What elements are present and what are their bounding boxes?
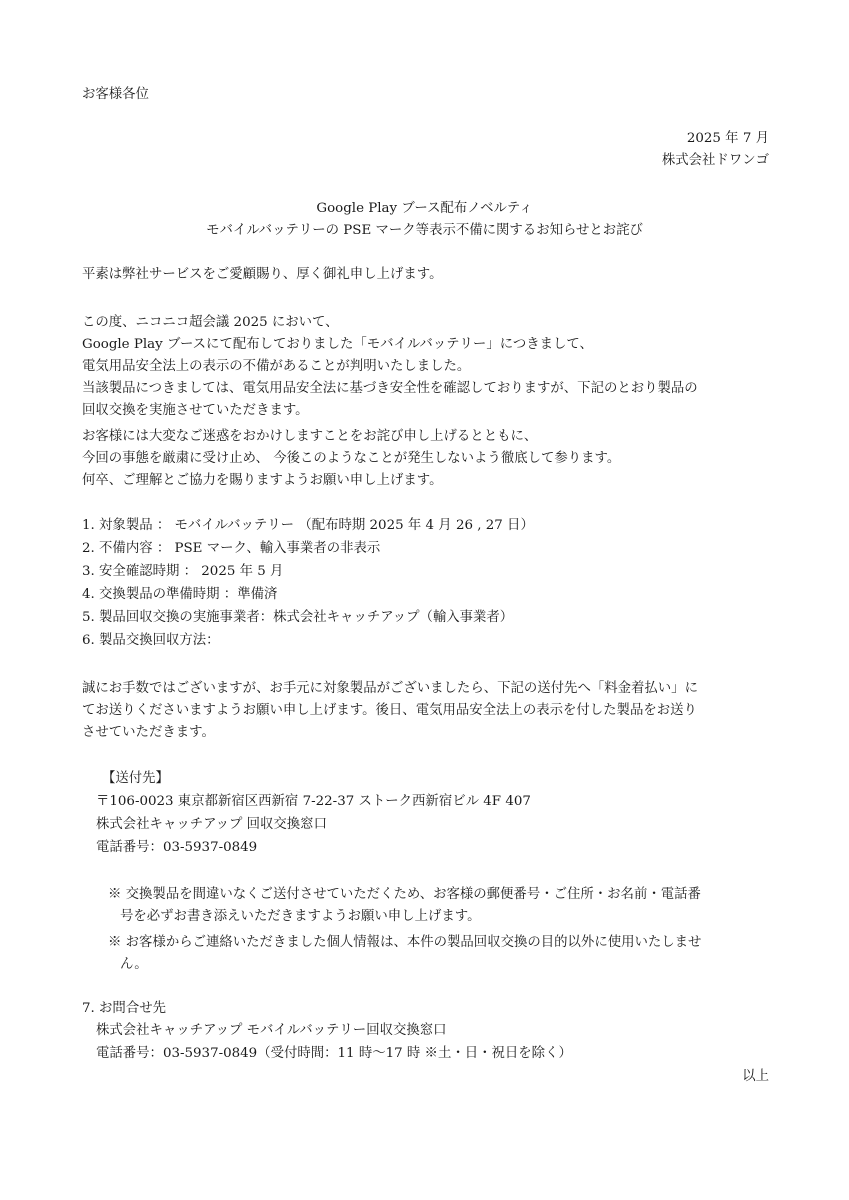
body-line: この度、ニコニコ超会議 2025 において、 bbox=[82, 315, 339, 330]
list-item: 6. 製品交換回収方法： bbox=[82, 633, 220, 648]
body-line: お客様には大変なご迷惑をおかけしますことをお詫び申し上げるとともに、 bbox=[82, 429, 538, 444]
body-line: 回収交換を実施させていただきます。 bbox=[82, 403, 309, 418]
list-item: 2. 不備内容 ： PSE マーク、輸入事業者の非表示 bbox=[82, 541, 381, 556]
contact-phone: 電話番号：03-5937-0849（受付時間：11 時〜17 時 ※土・日・祝日を除く） bbox=[96, 1046, 572, 1061]
shipping-address: 〒106-0023 東京都新宿区西新宿 7-22-37 ストーク西新宿ビル 4F 407 bbox=[96, 794, 531, 809]
method-line: させていただきます。 bbox=[82, 725, 215, 740]
list-item: 3. 安全確認時期 ： 2025 年 5 月 bbox=[82, 564, 284, 579]
issue-date: 2025 年 7 月 bbox=[686, 131, 769, 146]
shipping-name: 株式会社キャッチアップ 回収交換窓口 bbox=[96, 817, 327, 832]
method-line: 誠にお手数ではございますが、お手元に対象製品がございましたら、下記の送付先へ「料金着払い」に bbox=[82, 681, 698, 696]
note-line: ※ 交換製品を間違いなくご送付させていただくため、お客様の郵便番号・ご住所・お名前・電話番 bbox=[108, 887, 701, 902]
body-line: 何卒、ご理解とご協力を賜りますようお願い申し上げます。 bbox=[82, 473, 443, 488]
closing: 以上 bbox=[742, 1069, 769, 1084]
list-item: 1. 対象製品 ： モバイルバッテリー （配布時期 2025 年 4 月 26 , 27 日） bbox=[82, 518, 534, 533]
body-line: Google Play ブースにて配布しておりました「モバイルバッテリー」につきまして、 bbox=[82, 337, 593, 352]
body-line: 今回の事態を厳粛に受け止め、 今後このようなことが発生しないよう徹底して参ります。 bbox=[82, 451, 621, 466]
shipping-heading: 【送付先】 bbox=[102, 771, 169, 786]
title-line-1: Google Play ブース配布ノベルティ bbox=[316, 201, 533, 216]
method-line: てお送りくださいますようお願い申し上げます。後日、電気用品安全法上の表示を付した製品をお送り bbox=[82, 703, 697, 718]
note-line: ※ お客様からご連絡いただきました個人情報は、本件の製品回収交換の目的以外に使用いたしませ bbox=[108, 935, 702, 950]
body-line: 当該製品につきましては、電気用品安全法に基づき安全性を確認しておりますが、下記のとおり製品の bbox=[82, 381, 698, 396]
list-item: 5. 製品回収交換の実施事業者：株式会社キャッチアップ（輸入事業者） bbox=[82, 610, 514, 625]
note-line: ん。 bbox=[120, 957, 148, 972]
greeting: 平素は弊社サービスをご愛顧賜り、厚く御礼申し上げます。 bbox=[82, 267, 443, 282]
issuer-company: 株式会社ドワンゴ bbox=[661, 153, 769, 168]
contact-heading: 7. お問合せ先 bbox=[82, 1001, 166, 1016]
contact-name: 株式会社キャッチアップ モバイルバッテリー回収交換窓口 bbox=[96, 1023, 447, 1038]
list-item: 4. 交換製品の準備時期 ：準備済 bbox=[82, 587, 278, 602]
note-line: 号を必ずお書き添えいただきますようお願い申し上げます。 bbox=[120, 909, 481, 924]
salutation: お客様各位 bbox=[82, 87, 149, 102]
title-line-2: モバイルバッテリーの PSE マーク等表示不備に関するお知らせとお詫び bbox=[206, 223, 643, 238]
body-line: 電気用品安全法上の表示の不備があることが判明いたしました。 bbox=[82, 359, 471, 374]
shipping-phone: 電話番号：03-5937-0849 bbox=[96, 840, 258, 855]
